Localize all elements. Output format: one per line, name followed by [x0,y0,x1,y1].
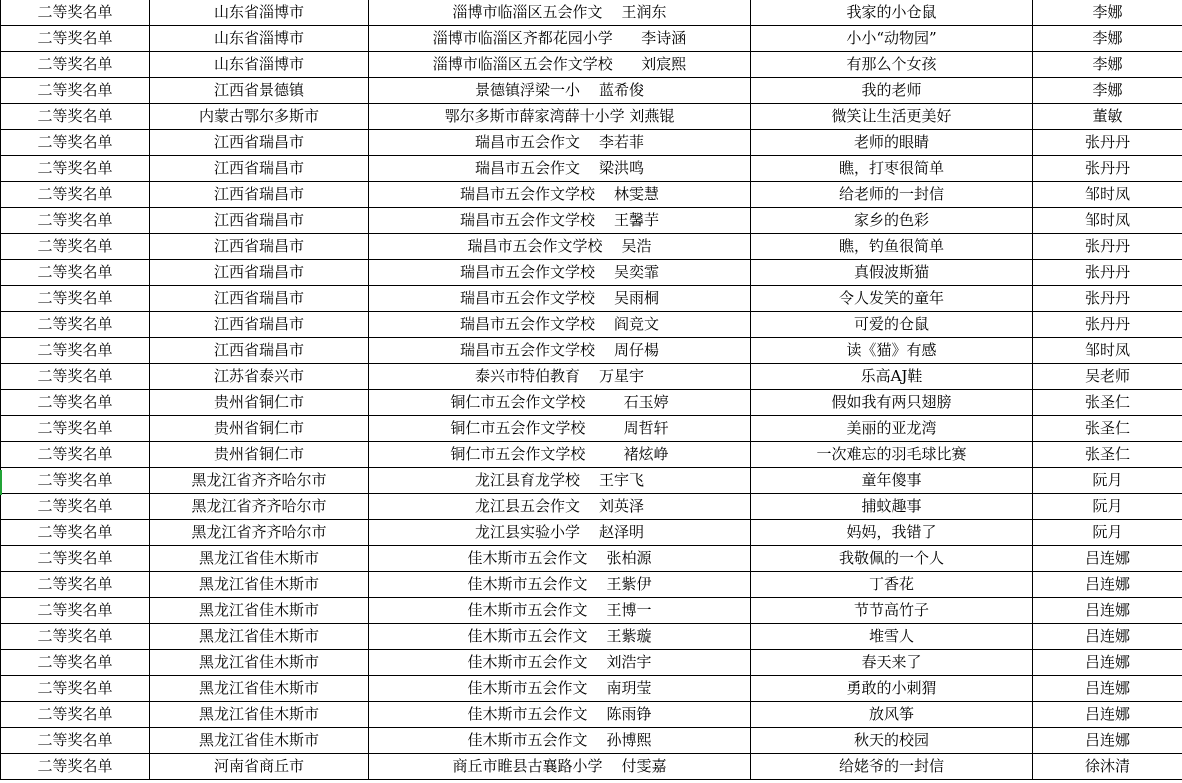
region-cell[interactable]: 江西省瑞昌市 [150,182,369,208]
essay-title-cell[interactable]: 家乡的色彩 [751,208,1033,234]
award-level-cell[interactable]: 二等奖名单 [1,442,150,468]
award-level-cell[interactable]: 二等奖名单 [1,598,150,624]
school-student-cell[interactable]: 佳木斯市五会作文 陈雨铮 [369,702,751,728]
table-row [1,676,1182,702]
school-student-cell[interactable]: 瑞昌市五会作文学校 吴奕霏 [369,260,751,286]
region-cell[interactable]: 江西省瑞昌市 [150,130,369,156]
award-level-cell[interactable]: 二等奖名单 [1,312,150,338]
essay-title-cell[interactable]: 小小“动物园” [751,26,1033,52]
table-row [1,260,1182,286]
table-row [1,364,1182,390]
table-row [1,468,1182,494]
region-cell[interactable]: 黑龙江省齐齐哈尔市 [150,468,369,494]
table-row [1,702,1182,728]
school-student-cell[interactable]: 淄博市临淄区齐都花园小学 李诗涵 [369,26,751,52]
essay-title-cell[interactable]: 春天来了 [751,650,1033,676]
region-cell[interactable]: 贵州省铜仁市 [150,416,369,442]
essay-title-cell[interactable]: 读《猫》有感 [751,338,1033,364]
essay-title-cell[interactable]: 我敬佩的一个人 [751,546,1033,572]
teacher-cell[interactable]: 李娜 [1033,78,1182,104]
school-student-cell[interactable]: 景德镇浮梁一小 蓝希俊 [369,78,751,104]
table-row [1,234,1182,260]
essay-title-cell[interactable]: 美丽的亚龙湾 [751,416,1033,442]
teacher-cell[interactable]: 李娜 [1033,26,1182,52]
teacher-cell[interactable]: 张圣仁 [1033,416,1182,442]
school-student-cell[interactable]: 瑞昌市五会作文学校 林雯慧 [369,182,751,208]
teacher-cell[interactable]: 张丹丹 [1033,260,1182,286]
teacher-cell[interactable]: 阮月 [1033,520,1182,546]
table-row [1,338,1182,364]
teacher-cell[interactable]: 张圣仁 [1033,442,1182,468]
teacher-cell[interactable]: 董敏 [1033,104,1182,130]
essay-title-cell[interactable]: 令人发笑的童年 [751,286,1033,312]
region-cell[interactable]: 山东省淄博市 [150,52,369,78]
teacher-cell[interactable]: 阮月 [1033,468,1182,494]
school-student-cell[interactable]: 佳木斯市五会作文 刘浩宇 [369,650,751,676]
essay-title-cell[interactable]: 勇敢的小刺猬 [751,676,1033,702]
award-level-cell[interactable]: 二等奖名单 [1,650,150,676]
award-level-cell[interactable]: 二等奖名单 [1,182,150,208]
region-cell[interactable]: 江西省瑞昌市 [150,156,369,182]
award-level-cell[interactable]: 二等奖名单 [1,130,150,156]
table-row [1,208,1182,234]
region-cell[interactable]: 江西省瑞昌市 [150,234,369,260]
essay-title-cell[interactable]: 可爱的仓鼠 [751,312,1033,338]
region-cell[interactable]: 黑龙江省佳木斯市 [150,598,369,624]
award-level-cell[interactable]: 二等奖名单 [1,390,150,416]
region-cell[interactable]: 贵州省铜仁市 [150,390,369,416]
school-student-cell[interactable]: 佳木斯市五会作文 孙博熙 [369,728,751,754]
award-level-cell[interactable]: 二等奖名单 [1,0,150,26]
region-cell[interactable]: 江苏省泰兴市 [150,364,369,390]
region-cell[interactable]: 山东省淄博市 [150,26,369,52]
school-student-cell[interactable]: 佳木斯市五会作文 南玥莹 [369,676,751,702]
award-level-cell[interactable]: 二等奖名单 [1,728,150,754]
table-row [1,728,1182,754]
region-cell[interactable]: 贵州省铜仁市 [150,442,369,468]
essay-title-cell[interactable]: 童年傻事 [751,468,1033,494]
table-row [1,520,1182,546]
school-student-cell[interactable]: 瑞昌市五会作文学校 周仔楊 [369,338,751,364]
region-cell[interactable]: 黑龙江省佳木斯市 [150,572,369,598]
region-cell[interactable]: 江西省瑞昌市 [150,208,369,234]
award-level-cell[interactable]: 二等奖名单 [1,78,150,104]
table-row [1,286,1182,312]
essay-title-cell[interactable]: 微笑让生活更美好 [751,104,1033,130]
essay-title-cell[interactable]: 捕蚊趣事 [751,494,1033,520]
region-cell[interactable]: 黑龙江省齐齐哈尔市 [150,520,369,546]
teacher-cell[interactable]: 徐沐清 [1033,754,1182,780]
essay-title-cell[interactable]: 假如我有两只翅膀 [751,390,1033,416]
table-row [1,416,1182,442]
teacher-cell[interactable]: 阮月 [1033,494,1182,520]
teacher-cell[interactable]: 李娜 [1033,52,1182,78]
award-level-cell[interactable]: 二等奖名单 [1,546,150,572]
teacher-cell[interactable]: 吕连娜 [1033,728,1182,754]
region-cell[interactable]: 黑龙江省佳木斯市 [150,702,369,728]
table-row [1,650,1182,676]
region-cell[interactable]: 江西省瑞昌市 [150,338,369,364]
table-row [1,78,1182,104]
award-level-cell[interactable]: 二等奖名单 [1,208,150,234]
table-row [1,546,1182,572]
teacher-cell[interactable]: 张丹丹 [1033,130,1182,156]
essay-title-cell[interactable]: 瞧，钓鱼很简单 [751,234,1033,260]
school-student-cell[interactable]: 龙江县实验小学 赵泽明 [369,520,751,546]
essay-title-cell[interactable]: 给姥爷的一封信 [751,754,1033,780]
award-level-cell[interactable]: 二等奖名单 [1,52,150,78]
school-student-cell[interactable]: 瑞昌市五会作文学校 王馨芋 [369,208,751,234]
teacher-cell[interactable]: 吕连娜 [1033,572,1182,598]
school-student-cell[interactable]: 瑞昌市五会作文学校 吴浩 [369,234,751,260]
school-student-cell[interactable]: 佳木斯市五会作文 王博一 [369,598,751,624]
region-cell[interactable]: 山东省淄博市 [150,0,369,26]
school-student-cell[interactable]: 佳木斯市五会作文 王紫璇 [369,624,751,650]
award-level-cell[interactable]: 二等奖名单 [1,416,150,442]
table-row [1,624,1182,650]
school-student-cell[interactable]: 瑞昌市五会作文 梁洪鸣 [369,156,751,182]
essay-title-cell[interactable]: 一次难忘的羽毛球比赛 [751,442,1033,468]
region-cell[interactable]: 江西省瑞昌市 [150,286,369,312]
teacher-cell[interactable]: 吕连娜 [1033,598,1182,624]
award-level-cell[interactable]: 二等奖名单 [1,104,150,130]
region-cell[interactable]: 江西省瑞昌市 [150,312,369,338]
school-student-cell[interactable]: 龙江县育龙学校 王宇飞 [369,468,751,494]
award-level-cell[interactable]: 二等奖名单 [1,26,150,52]
essay-title-cell[interactable]: 有那么个女孩 [751,52,1033,78]
teacher-cell[interactable]: 吕连娜 [1033,650,1182,676]
teacher-cell[interactable]: 张丹丹 [1033,312,1182,338]
table-row [1,572,1182,598]
essay-title-cell[interactable]: 真假波斯猫 [751,260,1033,286]
essay-title-cell[interactable]: 放风筝 [751,702,1033,728]
region-cell[interactable]: 江西省瑞昌市 [150,260,369,286]
table-row [1,312,1182,338]
school-student-cell[interactable]: 佳木斯市五会作文 张柏源 [369,546,751,572]
table-row [1,390,1182,416]
essay-title-cell[interactable]: 节节高竹子 [751,598,1033,624]
award-level-cell[interactable]: 二等奖名单 [1,364,150,390]
award-level-cell[interactable]: 二等奖名单 [1,468,150,494]
school-student-cell[interactable]: 淄博市临淄区五会作文学校 刘宸熙 [369,52,751,78]
teacher-cell[interactable]: 吕连娜 [1033,546,1182,572]
region-cell[interactable]: 内蒙古鄂尔多斯市 [150,104,369,130]
essay-title-cell[interactable]: 老师的眼睛 [751,130,1033,156]
school-student-cell[interactable]: 泰兴市特伯教育 万星宇 [369,364,751,390]
teacher-cell[interactable]: 吕连娜 [1033,676,1182,702]
school-student-cell[interactable]: 瑞昌市五会作文 李若菲 [369,130,751,156]
region-cell[interactable]: 黑龙江省佳木斯市 [150,624,369,650]
school-student-cell[interactable]: 瑞昌市五会作文学校 吴雨桐 [369,286,751,312]
award-level-cell[interactable]: 二等奖名单 [1,702,150,728]
table-row [1,52,1182,78]
school-student-cell[interactable]: 龙江县五会作文 刘英泽 [369,494,751,520]
region-cell[interactable]: 黑龙江省佳木斯市 [150,546,369,572]
table-row [1,26,1182,52]
teacher-cell[interactable]: 吕连娜 [1033,702,1182,728]
school-student-cell[interactable]: 鄂尔多斯市薛家湾薛十小学 刘燕锟 [369,104,751,130]
table-row [1,104,1182,130]
school-student-cell[interactable]: 佳木斯市五会作文 王紫伊 [369,572,751,598]
award-level-cell[interactable]: 二等奖名单 [1,572,150,598]
active-cell-marker [0,470,2,495]
table-row [1,598,1182,624]
teacher-cell[interactable]: 张丹丹 [1033,234,1182,260]
award-level-cell[interactable]: 二等奖名单 [1,286,150,312]
award-level-cell[interactable]: 二等奖名单 [1,754,150,780]
table-row [1,0,1182,26]
region-cell[interactable]: 黑龙江省佳木斯市 [150,728,369,754]
teacher-cell[interactable]: 邹时凤 [1033,182,1182,208]
award-level-cell[interactable]: 二等奖名单 [1,676,150,702]
teacher-cell[interactable]: 张丹丹 [1033,286,1182,312]
region-cell[interactable]: 江西省景德镇 [150,78,369,104]
school-student-cell[interactable]: 铜仁市五会作文学校 褚炫峥 [369,442,751,468]
award-level-cell[interactable]: 二等奖名单 [1,494,150,520]
region-cell[interactable]: 黑龙江省佳木斯市 [150,650,369,676]
school-student-cell[interactable]: 淄博市临淄区五会作文 王润东 [369,0,751,26]
table-row [1,494,1182,520]
essay-title-cell[interactable]: 堆雪人 [751,624,1033,650]
award-level-cell[interactable]: 二等奖名单 [1,260,150,286]
table-row [1,182,1182,208]
school-student-cell[interactable]: 瑞昌市五会作文学校 阎竞文 [369,312,751,338]
table-row [1,156,1182,182]
award-level-cell[interactable]: 二等奖名单 [1,520,150,546]
essay-title-cell[interactable]: 瞧，打枣很简单 [751,156,1033,182]
essay-title-cell[interactable]: 我的老师 [751,78,1033,104]
award-level-cell[interactable]: 二等奖名单 [1,156,150,182]
essay-title-cell[interactable]: 妈妈，我错了 [751,520,1033,546]
award-level-cell[interactable]: 二等奖名单 [1,338,150,364]
essay-title-cell[interactable]: 秋天的校园 [751,728,1033,754]
teacher-cell[interactable]: 吕连娜 [1033,624,1182,650]
teacher-cell[interactable]: 邹时凤 [1033,338,1182,364]
teacher-cell[interactable]: 张圣仁 [1033,390,1182,416]
award-level-cell[interactable]: 二等奖名单 [1,624,150,650]
teacher-cell[interactable]: 李娜 [1033,0,1182,26]
table-row [1,130,1182,156]
essay-title-cell[interactable]: 丁香花 [751,572,1033,598]
teacher-cell[interactable]: 邹时凤 [1033,208,1182,234]
table-row [1,442,1182,468]
essay-title-cell[interactable]: 乐高AJ鞋 [751,364,1033,390]
table-body [1,0,1182,780]
essay-title-cell[interactable]: 给老师的一封信 [751,182,1033,208]
region-cell[interactable]: 河南省商丘市 [150,754,369,780]
school-student-cell[interactable]: 铜仁市五会作文学校 石玉婷 [369,390,751,416]
table-row [1,754,1182,780]
teacher-cell[interactable]: 张丹丹 [1033,156,1182,182]
region-cell[interactable]: 黑龙江省佳木斯市 [150,676,369,702]
teacher-cell[interactable]: 吴老师 [1033,364,1182,390]
school-student-cell[interactable]: 铜仁市五会作文学校 周哲轩 [369,416,751,442]
award-level-cell[interactable]: 二等奖名单 [1,234,150,260]
school-student-cell[interactable]: 商丘市睢县古襄路小学 付雯嘉 [369,754,751,780]
essay-title-cell[interactable]: 我家的小仓鼠 [751,0,1033,26]
region-cell[interactable]: 黑龙江省齐齐哈尔市 [150,494,369,520]
